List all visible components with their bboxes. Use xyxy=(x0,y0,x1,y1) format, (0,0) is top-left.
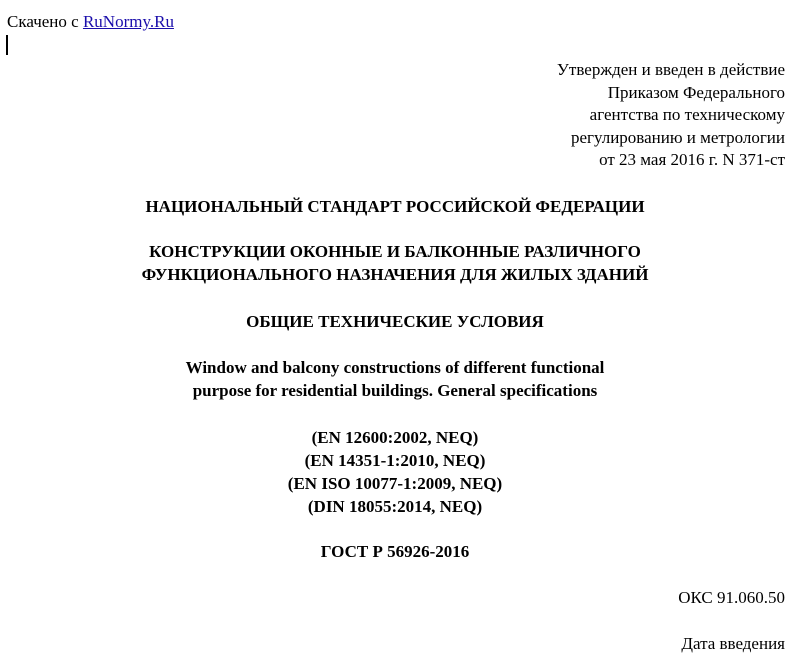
source-prefix: Скачено с xyxy=(7,12,79,31)
reference-standard: (DIN 18055:2014, NEQ) xyxy=(307,497,483,516)
english-title xyxy=(0,356,790,402)
approval-line: регулированию и метрологии xyxy=(570,127,785,147)
oks-code: ОКС 91.060.50 xyxy=(678,588,785,607)
approval-line: от 23 мая 2016 г. N 371-ст xyxy=(599,150,785,170)
approval-line: Утвержден и введен в действие xyxy=(556,60,785,79)
standard-type-text: НАЦИОНАЛЬНЫЙ СТАНДАРТ РОССИЙСКОЙ ФЕДЕРАЦИИ xyxy=(145,197,645,216)
subtitle-text: ОБЩИЕ ТЕХНИЧЕСКИЕ УСЛОВИЯ xyxy=(246,312,544,331)
intro-date-label: Дата введения xyxy=(681,634,785,653)
english-title-line: purpose for residential buildings. General specifications xyxy=(192,381,598,400)
source-link[interactable]: RuNormy.Ru xyxy=(82,12,174,31)
document-subtitle xyxy=(0,310,790,333)
gost-number-text: ГОСТ Р 56926-2016 xyxy=(320,542,470,561)
gost-number xyxy=(0,540,790,563)
text-cursor xyxy=(6,35,8,55)
approval-line: Приказом Федерального xyxy=(607,82,785,102)
document-title xyxy=(0,240,790,286)
source-line xyxy=(7,12,174,32)
standard-type-heading xyxy=(0,195,790,218)
reference-standard: (EN 14351-1:2010, NEQ) xyxy=(304,451,486,470)
reference-standard: (EN 12600:2002, NEQ) xyxy=(311,428,479,447)
english-title-line: Window and balcony constructions of different functional xyxy=(185,358,605,377)
approval-line: агентства по техническому xyxy=(589,105,785,125)
document-title-line: ФУНКЦИОНАЛЬНОГО НАЗНАЧЕНИЯ ДЛЯ ЖИЛЫХ ЗДАНИЙ xyxy=(141,265,649,284)
approval-block xyxy=(557,59,785,172)
reference-standards xyxy=(0,426,790,518)
reference-standard: (EN ISO 10077-1:2009, NEQ) xyxy=(287,474,503,493)
document-title-line: КОНСТРУКЦИИ ОКОННЫЕ И БАЛКОННЫЕ РАЗЛИЧНОГО xyxy=(149,242,641,261)
